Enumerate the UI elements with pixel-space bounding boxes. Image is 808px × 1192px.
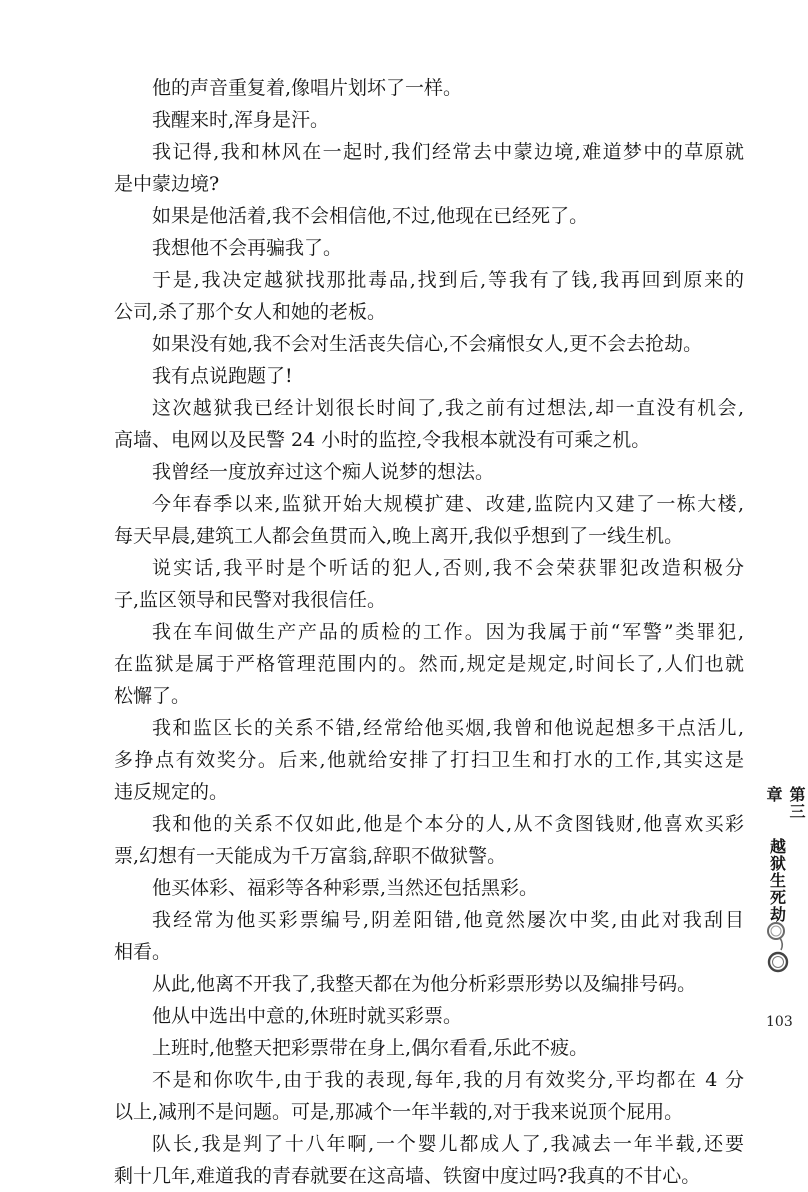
paragraph-line-first: 队长,我是判了十八年啊,一个婴儿都成人了,我减去一年半载,还要	[152, 1133, 744, 1155]
chapter-title: 越狱生死劫	[767, 838, 787, 923]
paragraph-line-first: 今年春季以来,监狱开始大规模扩建、改建,监院内又建了一栋大楼,	[152, 493, 744, 515]
paragraph-line-first: 他买体彩、福彩等各种彩票,当然还包括黑彩。	[152, 877, 539, 899]
paragraph-line: 是中蒙边境?	[114, 173, 220, 195]
paragraph-line-first: 于是,我决定越狱找那批毒品,找到后,等我有了钱,我再回到原来的	[152, 269, 744, 291]
page-number: 103	[766, 1014, 793, 1030]
body-text	[114, 72, 744, 1192]
paragraph-line: 高墙、电网以及民警 24 小时的监控,令我根本就没有可乘之机。	[114, 429, 651, 451]
paragraph-line: 每天早晨,建筑工人都会鱼贯而入,晚上离开,我似乎想到了一线生机。	[114, 525, 684, 547]
paragraph-line-first: 我经常为他买彩票编号,阴差阳错,他竟然屡次中奖,由此对我刮目	[152, 909, 744, 931]
paragraph-line: 剩十几年,难道我的青春就要在这高墙、铁窗中度过吗?我真的不甘心。	[114, 1165, 701, 1187]
paragraph-line-first: 我醒来时,浑身是汗。	[152, 109, 330, 131]
paragraph-line-first: 我有点说跑题了!	[152, 365, 293, 387]
paragraph-line-first: 如果是他活着,我不会相信他,不过,他现在已经死了。	[152, 205, 589, 227]
paragraph-line-first: 我和他的关系不仅如此,他是个本分的人,从不贪图钱财,他喜欢买彩	[152, 813, 744, 835]
paragraph-line-first: 从此,他离不开我了,我整天都在为他分析彩票形势以及编排号码。	[152, 973, 697, 995]
paragraph-line-first: 这次越狱我已经计划很长时间了,我之前有过想法,却一直没有机会,	[152, 397, 744, 419]
paragraph-line: 松懈了。	[114, 685, 191, 707]
paragraph-line-first: 他从中选出中意的,休班时就买彩票。	[152, 1005, 463, 1027]
paragraph-line: 多挣点有效奖分。后来,他就给安排了打扫卫生和打水的工作,其实这是	[114, 749, 744, 771]
paragraph-line: 子,监区领导和民警对我很信任。	[114, 589, 387, 611]
paragraph-line-first: 我记得,我和林风在一起时,我们经常去中蒙边境,难道梦中的草原就	[152, 141, 744, 163]
paragraph-line-first: 说实话,我平时是个听话的犯人,否则,我不会荣获罪犯改造积极分	[152, 557, 744, 579]
paragraph-line-first: 我和监区长的关系不错,经常给他买烟,我曾和他说起想多干点活儿,	[152, 717, 744, 739]
paragraph-line-first: 不是和你吹牛,由于我的表现,每年,我的月有效奖分,平均都在 4 分	[152, 1069, 744, 1091]
paragraph-line-first: 如果没有她,我不会对生活丧失信心,不会痛恨女人,更不会去抢劫。	[152, 333, 703, 355]
paragraph-line: 公司,杀了那个女人和她的老板。	[114, 301, 387, 323]
paragraph-line: 违反规定的。	[114, 781, 229, 803]
chapter-side-tab	[762, 786, 806, 923]
paragraph-line-first: 我在车间做生产产品的质检的工作。因为我属于前“军警”类罪犯,	[152, 621, 744, 643]
paragraph-line: 在监狱是属于严格管理范围内的。然而,规定是规定,时间长了,人们也就	[114, 653, 744, 675]
paragraph-line: 以上,减刑不是问题。可是,那减个一年半载的,对于我来说顶个屁用。	[114, 1101, 684, 1123]
chapter-label: 第三章	[764, 786, 806, 820]
paragraph-line-first: 他的声音重复着,像唱片划坏了一样。	[152, 77, 463, 99]
paragraph-line: 票,幻想有一天能成为千万富翁,辞职不做狱警。	[114, 845, 507, 867]
paragraph-line-first: 我想他不会再骗我了。	[152, 237, 343, 259]
paragraph-line: 相看。	[114, 941, 172, 963]
paragraph-line-first: 我曾经一度放弃过这个痴人说梦的想法。	[152, 461, 495, 483]
handcuffs-icon	[764, 920, 794, 976]
paragraph-line-first: 上班时,他整天把彩票带在身上,偶尔看看,乐此不疲。	[152, 1037, 589, 1059]
